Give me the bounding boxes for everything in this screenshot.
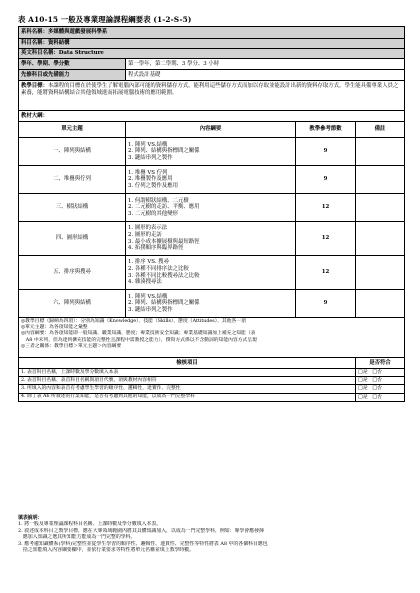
yes-checkbox[interactable]: □是 — [358, 369, 368, 375]
content-line: 2. 陣列、結構與指標間之關係 — [128, 148, 200, 155]
col-remark-header: 備註 — [356, 122, 405, 138]
note-line: ◎內容綱要：為各項知能即一般知識、職業知識、態度；專業技術安全知識；專業基礎知識加上補充之知能（表 — [21, 331, 256, 337]
note-line: ◎單元主題：為各項知能之彙整 — [21, 325, 88, 331]
note-line: ◎教學目標（歸納為四項）：分別為知識（Knowledge）、技能（Skills）、態度（Attitudes）、其他各一項 — [21, 319, 246, 324]
prerequisite-label: 先修科目或先備能力 — [19, 70, 126, 81]
unit-hours: 9 — [296, 138, 356, 166]
unit-hours: 9 — [296, 166, 356, 194]
teaching-goal-text: 本課程的目標在於使學生了解電腦內部可能的資料儲存方式，能利用這些儲存方式而加以存取並能設計出新的資料存取方式，學生能具備專業人員之素養，能將資料結構結合其他領域進而拓展電腦技術的應用範圍。 — [21, 83, 399, 96]
content-line: 4. 拓撲順序與臨界路徑 — [128, 245, 184, 252]
no-checkbox[interactable]: □否 — [372, 385, 383, 392]
teaching-goal — [19, 81, 405, 111]
unit-content — [126, 138, 296, 166]
content-line: 3. 鏈結串列之製作 — [128, 154, 173, 161]
checklist-item: 2. 表首科目名稱、表首科目名稱與項目代號，須與教材內容相符 — [19, 377, 356, 385]
unit-title: 四、圖形結構 — [19, 222, 126, 256]
notes-block — [19, 318, 405, 358]
checklist-result — [356, 385, 405, 393]
instruction-line: 括之知能填入內容綱要欄中，並依行業要求等特性將單元名稱並填上教學時數。 — [18, 547, 195, 554]
checklist-result-header: 是否符合 — [356, 358, 405, 369]
unit-hours: 12 — [296, 194, 356, 222]
teaching-goal-label: 教學目標： — [21, 83, 48, 89]
content-line: 1. 陣列 VS.結構 — [128, 293, 168, 300]
content-line: 1. 何謂樹狀結構、二元樹 — [128, 197, 189, 204]
checklist-item: 4. 除了表 A6 所敘述的行業知能，是否有考慮到其他的知能，以成為一門完整學科 — [19, 393, 356, 401]
table-row — [19, 138, 405, 166]
unit-content — [126, 256, 296, 290]
prerequisite-value: 程式設計基礎 — [126, 70, 405, 81]
yes-checkbox[interactable]: □是 — [358, 377, 368, 384]
instruction-line: 1. 將一般及專業理論課程科目名稱、上課時數及學分數填入本表。 — [18, 521, 162, 528]
checklist-item: 3. 所填入的內容和表首有考慮學生學習的順序性、邏輯性，達實作、完整性 — [19, 385, 356, 393]
content-line: 3. 最小成本擴展樹與最短路徑 — [128, 238, 200, 245]
unit-content — [126, 222, 296, 256]
no-checkbox[interactable]: □否 — [372, 393, 383, 400]
no-checkbox[interactable]: □否 — [372, 369, 383, 375]
unit-remark — [356, 290, 405, 318]
content-line: 2. 堆疊製作及應用 — [128, 176, 173, 183]
year-semester-label: 學年、學期、學分數 — [19, 59, 126, 70]
unit-hours: 12 — [296, 222, 356, 256]
instruction-line: 應加入知識之選其所知能方能成為一門完整的學科。 — [18, 534, 136, 541]
content-line: 2. 二元樹的走訪、平衡、應用 — [128, 204, 200, 211]
unit-title: 六、陣列與結構 — [19, 290, 126, 318]
checklist-row — [19, 393, 405, 401]
yes-checkbox[interactable]: □是 — [358, 393, 368, 400]
department-name: 系科名稱：多媒體與遊戲發展科學系 — [19, 27, 405, 39]
checklist-result — [356, 377, 405, 385]
unit-hours: 9 — [296, 290, 356, 318]
no-checkbox[interactable]: □否 — [372, 377, 383, 384]
year-semester-value: 第一學年，第二學期、3 學分、3 小時 — [126, 59, 405, 70]
unit-content — [126, 166, 296, 194]
content-line: 1. 堆疊 VS 佇列 — [128, 169, 168, 176]
yes-checkbox[interactable]: □是 — [358, 385, 368, 392]
subject-name: 科目名稱：資料結構 — [19, 39, 405, 49]
content-line: 2. 圖形的走訪 — [128, 231, 162, 238]
content-line: 3. 各種不同比較搜尋法之比較 — [128, 272, 200, 279]
checklist-row — [19, 385, 405, 393]
content-line: 3. 佇列之製作及應用 — [128, 182, 178, 189]
table-row — [19, 222, 405, 256]
unit-remark — [356, 256, 405, 290]
checklist-row — [19, 377, 405, 385]
checklist-result — [356, 369, 405, 377]
unit-hours: 12 — [296, 256, 356, 290]
table-row — [19, 256, 405, 290]
content-line: 3. 二元樹的其他變形 — [128, 210, 178, 217]
checklist-item: 1. 表首科目名稱，上課時數及學分數填入本表 — [19, 369, 356, 377]
unit-title: 一、陣列與結構 — [19, 138, 126, 166]
unit-title: 三、樹狀結構 — [19, 194, 126, 222]
col-content-header: 內容綱要 — [126, 122, 296, 138]
content-line: 3. 鏈結串列之製作 — [128, 306, 173, 313]
unit-content — [126, 194, 296, 222]
syllabus-table — [18, 26, 405, 402]
unit-remark — [356, 194, 405, 222]
unit-remark — [356, 222, 405, 256]
outline-label: 教材大綱： — [19, 111, 405, 122]
unit-title: 五、排序與搜尋 — [19, 256, 126, 290]
content-line: 2. 各種不同排序法之比較 — [128, 265, 189, 272]
table-row — [19, 166, 405, 194]
unit-title: 二、堆疊與佇列 — [19, 166, 126, 194]
unit-content — [126, 290, 296, 318]
content-line: 1. 排序 VS. 搜尋 — [128, 259, 169, 266]
instructions — [18, 515, 404, 553]
col-unit-header: 單元主題 — [19, 122, 126, 138]
content-line: 1. 圖形的表示法 — [128, 225, 168, 232]
unit-remark — [356, 166, 405, 194]
checklist-item-header: 檢核項目 — [19, 358, 356, 369]
content-line: 2. 陣列、結構與指標間之關係 — [128, 300, 200, 307]
instruction-line: 2. 敘述成本科目之教學目標，應在大專領域範圍內將其具體知識加入，以成為一門完整學科，例如：專學會應發揮 — [18, 527, 264, 534]
page-title: 表 A10-15 一般及專業理論課程綱要表 (1-2-S-5) — [18, 15, 192, 24]
note-line: ◎三者之關係：教學目標＞單元主題＞內容綱要 — [21, 343, 122, 349]
content-line: 4. 雜湊搜尋法 — [128, 279, 162, 286]
checklist-row — [19, 369, 405, 377]
checklist-result — [356, 393, 405, 401]
table-row — [19, 290, 405, 318]
subject-english-name: 英文科目名稱：Data Structure — [19, 49, 405, 59]
col-hours-header: 教學參考節數 — [296, 122, 356, 138]
unit-remark — [356, 138, 405, 166]
content-line: 1. 陣列 VS.結構 — [128, 141, 168, 148]
instructions-heading: 填表說明： — [18, 515, 43, 521]
note-line: A8 中未列，但為達到擴充技能的完整性且課程中需教授之能力），撰寫方式係以不含動詞的知能內容方式呈現 — [21, 337, 257, 343]
table-row — [19, 194, 405, 222]
instruction-line: 3. 應考慮知識體系(學科)完整性並從學生學習的順序性、邏輯性、連貫性、完整性等特性將表 A8 中的各個科目應包 — [18, 540, 268, 547]
